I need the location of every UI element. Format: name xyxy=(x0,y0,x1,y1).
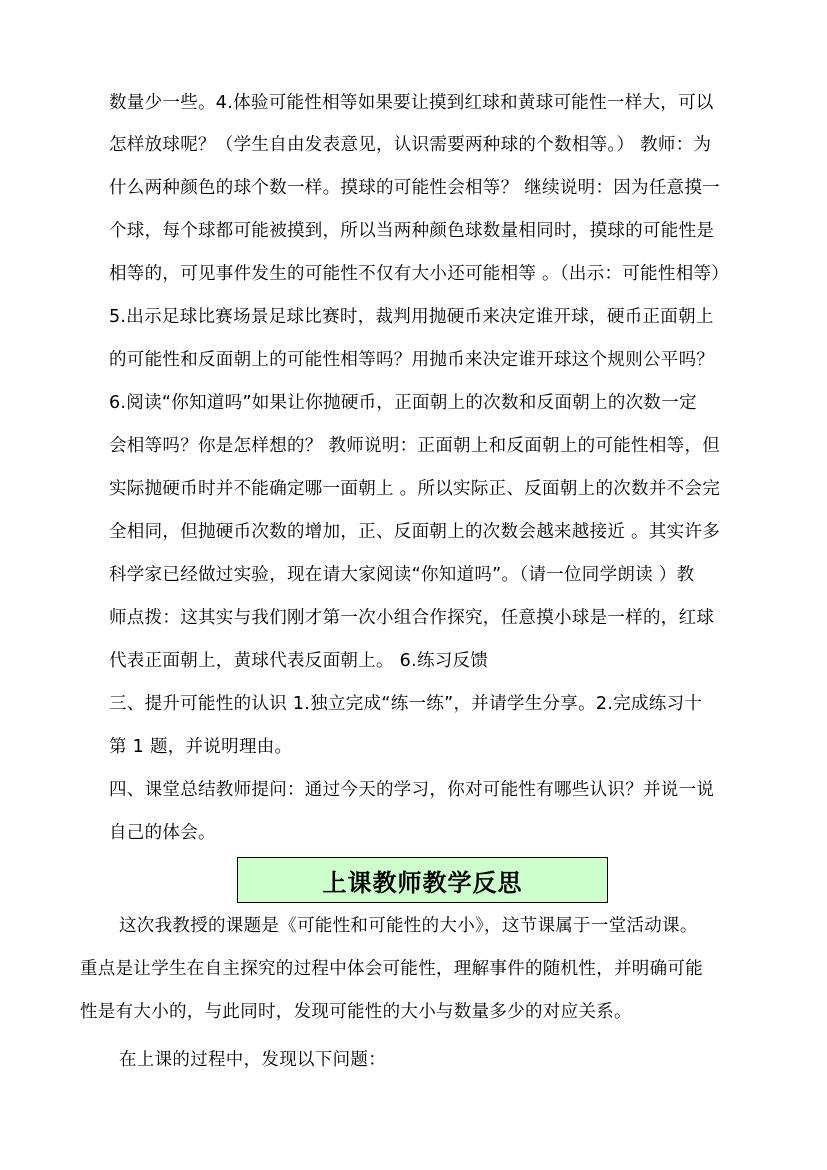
reflection-title-box xyxy=(237,857,608,903)
paragraph-line: 全相同，但抛硬币次数的增加，正、反面朝上的次数会越来越接近 。其实许多 xyxy=(109,522,721,542)
paragraph-line: 代表正面朝上，黄球代表反面朝上。 6.练习反馈 xyxy=(109,651,489,671)
paragraph-line: 科学家已经做过实验，现在请大家阅读“你知道吗”。（请一位同学朗读 ）教 xyxy=(109,565,695,585)
paragraph-line: 相等的，可见事件发生的可能性不仅有大小还可能相等 。（出示：可能性相等） xyxy=(109,264,730,284)
paragraph-line: 个球，每个球都可能被摸到，所以当两种颜色球数量相同时，摸球的可能性是 xyxy=(109,221,715,241)
paragraph-line: 会相等吗？你是怎样想的？ 教师说明：正面朝上和反面朝上的可能性相等，但 xyxy=(109,436,721,456)
reflection-title: 上课教师教学反思 xyxy=(322,868,523,897)
section-heading-4: 四、课堂总结教师提问：通过今天的学习，你对可能性有哪些认识？并说一说 xyxy=(109,780,715,800)
paragraph-line: 数量少一些。4.体验可能性相等如果要让摸到红球和黄球可能性一样大，可以 xyxy=(109,93,714,113)
paragraph-line: 5.出示足球比赛场景足球比赛时，裁判用抛硬币来决定谁开球，硬币正面朝上 xyxy=(109,307,714,327)
paragraph-line: 的可能性和反面朝上的可能性相等吗？用抛币来决定谁开球这个规则公平吗？ xyxy=(109,350,715,370)
paragraph-line: 6.阅读“你知道吗”如果让你抛硬币，正面朝上的次数和反面朝上的次数一定 xyxy=(109,393,697,413)
reflection-paragraph-line: 重点是让学生在自主探究的过程中体会可能性，理解事件的随机性，并明确可能 xyxy=(80,959,703,979)
reflection-paragraph-line: 这次我教授的课题是《可能性和可能性的大小》，这节课属于一堂活动课。 xyxy=(119,916,698,936)
paragraph-line: 师点拨：这其实与我们刚才第一次小组合作探究，任意摸小球是一样的，红球 xyxy=(109,608,715,628)
reflection-paragraph-line: 在上课的过程中，发现以下问题： xyxy=(119,1050,386,1070)
paragraph-line: 第 1 题，并说明理由。 xyxy=(109,737,293,757)
paragraph-line: 自己的体会。 xyxy=(109,823,216,843)
section-heading-3: 三、提升可能性的认识 1.独立完成“练一练”，并请学生分享。2.完成练习十 xyxy=(109,694,703,714)
paragraph-line: 怎样放球呢？（学生自由发表意见，认识需要两种球的个数相等。） 教师：为 xyxy=(109,135,712,155)
paragraph-line: 什么两种颜色的球个数一样。摸球的可能性会相等？ 继续说明：因为任意摸一 xyxy=(109,178,721,198)
paragraph-line: 实际抛硬币时并不能确定哪一面朝上 。所以实际正、反面朝上的次数并不会完 xyxy=(109,479,721,499)
reflection-paragraph-line: 性是有大小的，与此同时，发现可能性的大小与数量多少的对应关系。 xyxy=(80,1002,632,1022)
